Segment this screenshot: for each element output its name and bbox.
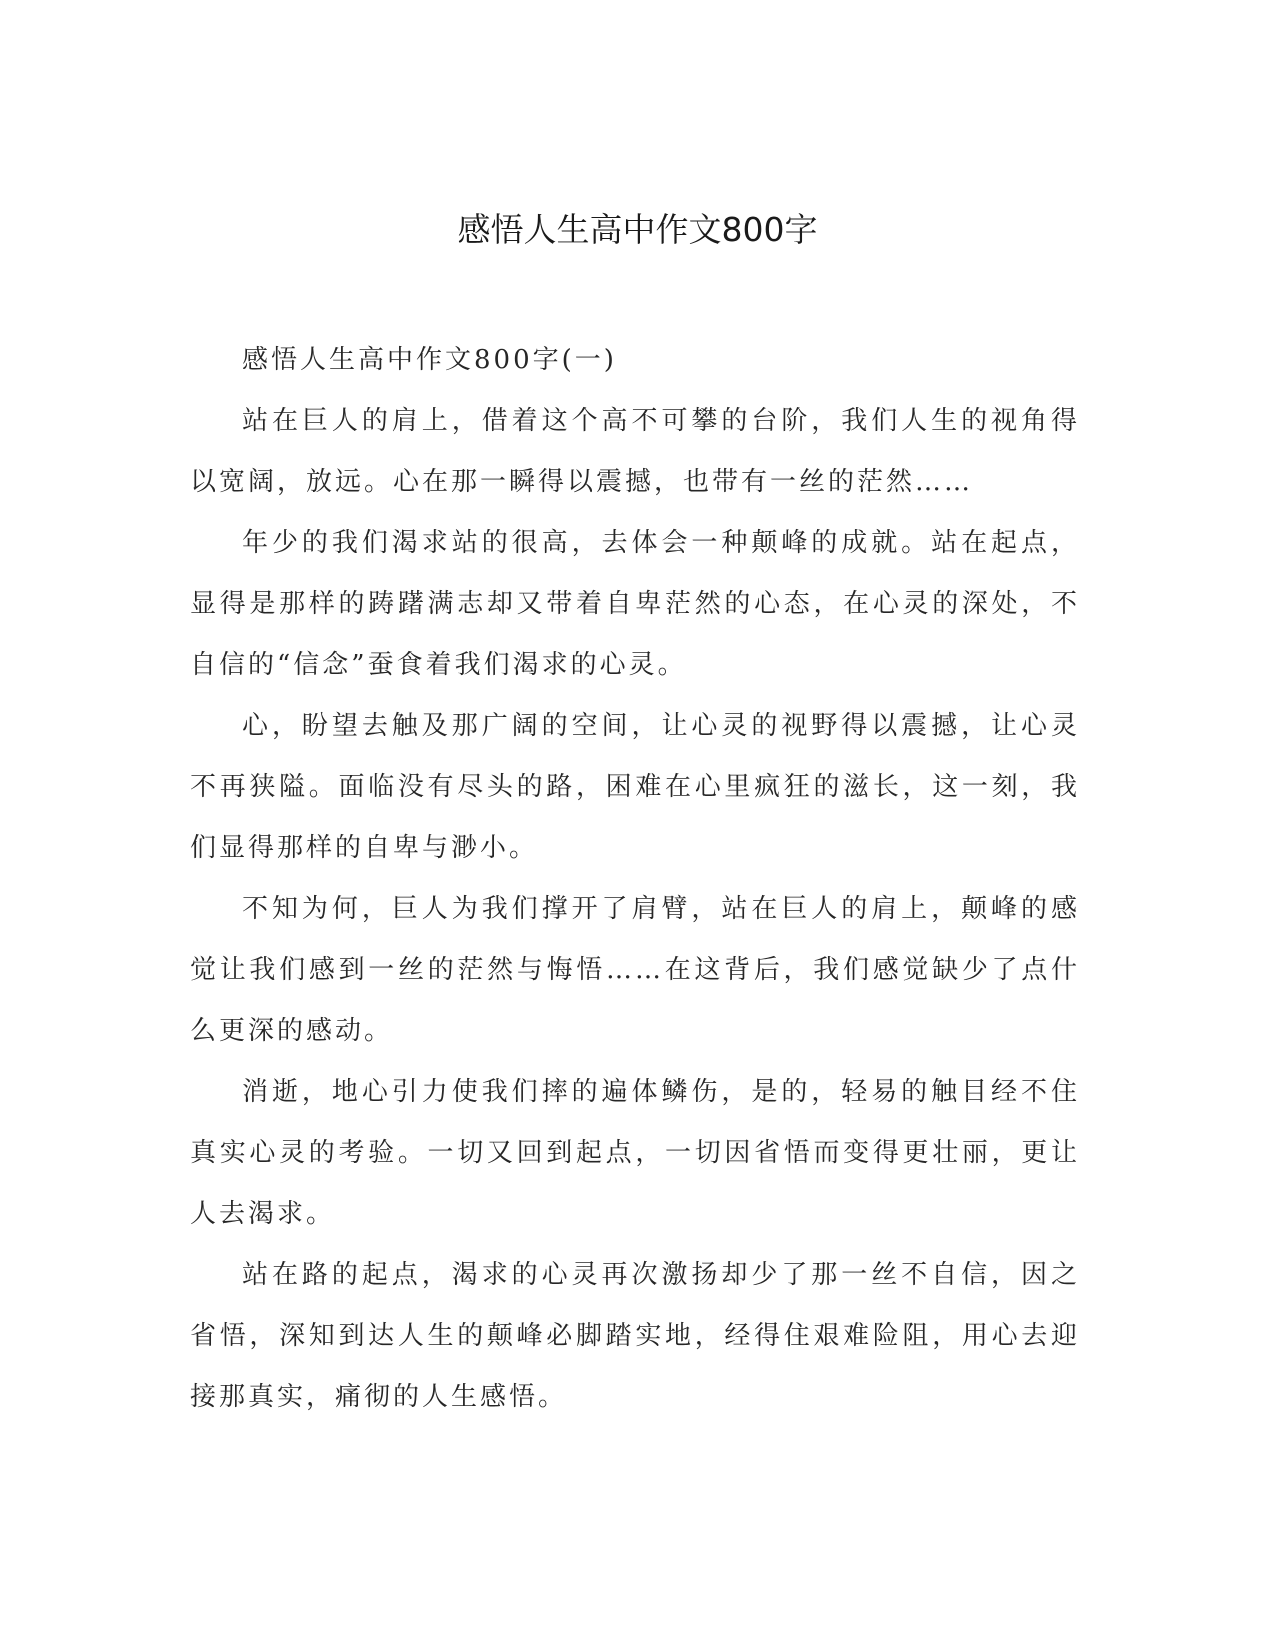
paragraph: 站在路的起点，渴求的心灵再次激扬却少了那一丝不自信，因之省悟，深知到达人生的颠峰必脚踏实地，经得住艰难险阻，用心去迎接那真实，痛彻的人生感悟。 <box>190 1260 1080 1412</box>
paragraph: 不知为何，巨人为我们撑开了肩臂，站在巨人的肩上，颠峰的感觉让我们感到一丝的茫然与悔悟……在这背后，我们感觉缺少了点什么更深的感动。 <box>190 894 1080 1046</box>
paragraph: 站在巨人的肩上，借着这个高不可攀的台阶，我们人生的视角得以宽阔，放远。心在那一瞬得以震撼，也带有一丝的茫然…… <box>190 406 1080 497</box>
paragraph: 心，盼望去触及那广阔的空间，让心灵的视野得以震撼，让心灵不再狭隘。面临没有尽头的路，困难在心里疯狂的滋长，这一刻，我们显得那样的自卑与渺小。 <box>190 711 1080 863</box>
paragraph: 年少的我们渴求站的很高，去体会一种颠峰的成就。站在起点，显得是那样的踌躇满志却又带着自卑茫然的心态，在心灵的深处，不自信的“信念”蚕食着我们渴求的心灵。 <box>190 528 1080 680</box>
subtitle-paragraph: 感悟人生高中作文800字(一) <box>242 345 617 375</box>
document-title: 感悟人生高中作文800字 <box>457 210 818 249</box>
document-body <box>190 330 1080 1428</box>
paragraph: 消逝，地心引力使我们摔的遍体鳞伤，是的，轻易的触目经不住真实心灵的考验。一切又回到起点，一切因省悟而变得更壮丽，更让人去渴求。 <box>190 1077 1080 1229</box>
